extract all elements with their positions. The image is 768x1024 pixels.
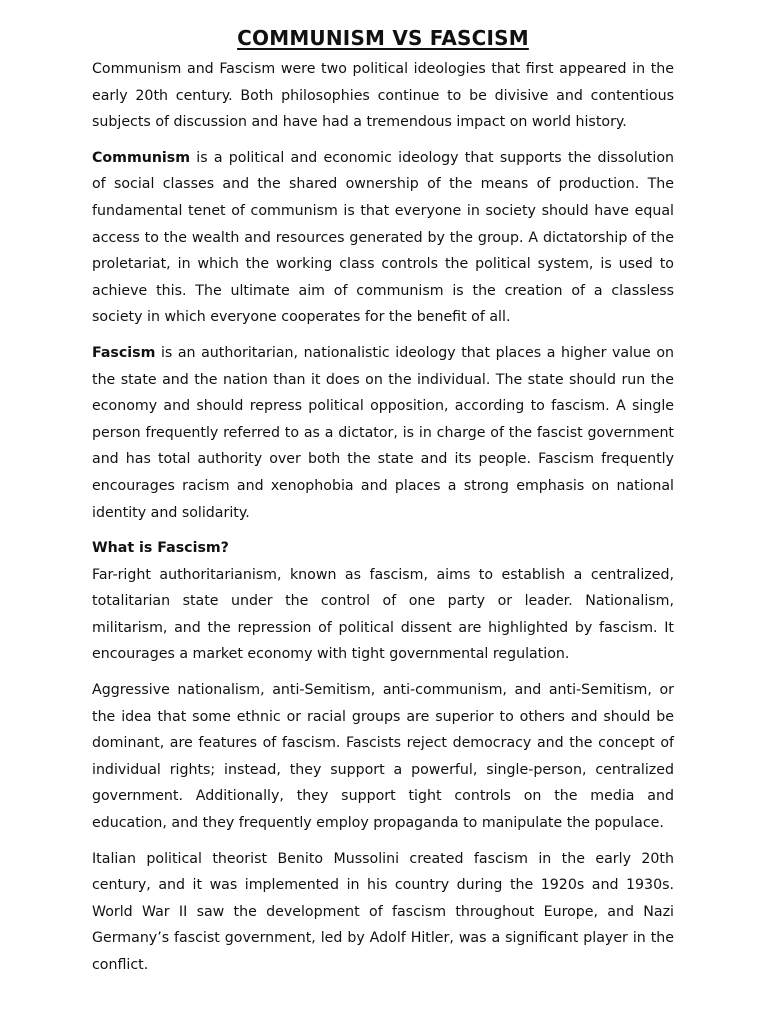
section-paragraph: Far-right authoritarianism, known as fascism, aims to establish a centralized, totalitarian state under the control of one party or leader. Nationalism, militarism, and the repression of political dissent are highlighted by fascism. It encourages a market economy with tight governmental regulation. (92, 566, 674, 663)
section-heading: What is Fascism? (92, 540, 229, 557)
intro-paragraph: Communism and Fascism were two political ideologies that first appeared in the early 20th century. Both philosophies continue to be divisive and contentious subjects of discussion and have had a tremendous impact on world history. (92, 61, 674, 131)
communism-paragraph (92, 145, 674, 331)
fascism-term: Fascism (92, 344, 156, 361)
section-paragraph: Aggressive nationalism, anti-Semitism, anti-communism, and anti-Semitism, or the idea that some ethnic or racial groups are superior to others and should be dominant, are features of fascism. Fascists reject democracy and the concept of individual rights; instead, they support a powerful, single-person, centralized government. Additionally, they support tight controls on the media and education, and they frequently employ propaganda to manipulate the populace. (92, 682, 674, 832)
fascism-paragraph (92, 340, 674, 526)
communism-term: Communism (92, 149, 191, 166)
document-title: COMMUNISM VS FASCISM (237, 26, 529, 50)
document-page (92, 24, 674, 988)
communism-text: is a political and economic ideology that supports the dissolution of social classes and the shared ownership of the means of production. The fundamental tenet of communism is that everyone in society should have equal access to the wealth and resources generated by the group. A dictatorship of the proletariat, in which the working class controls the political system, is used to achieve this. The ultimate aim of communism is the creation of a classless society in which everyone cooperates for the benefit of all. (92, 149, 674, 326)
section-paragraph: Italian political theorist Benito Mussolini created fascism in the early 20th century, and it was implemented in his country during the 1920s and 1930s. World War II saw the development of fascism throughout Europe, and Nazi Germany’s fascist government, led by Adolf Hitler, was a significant player in the conflict. (92, 850, 674, 973)
fascism-text: is an authoritarian, nationalistic ideology that places a higher value on the state and the nation than it does on the individual. The state should run the economy and should repress political opposition, according to fascism. A single person frequently referred to as a dictator, is in charge of the fascist government and has total authority over both the state and its people. Fascism frequently encourages racism and xenophobia and places a strong emphasis on national identity and solidarity. (92, 344, 674, 521)
